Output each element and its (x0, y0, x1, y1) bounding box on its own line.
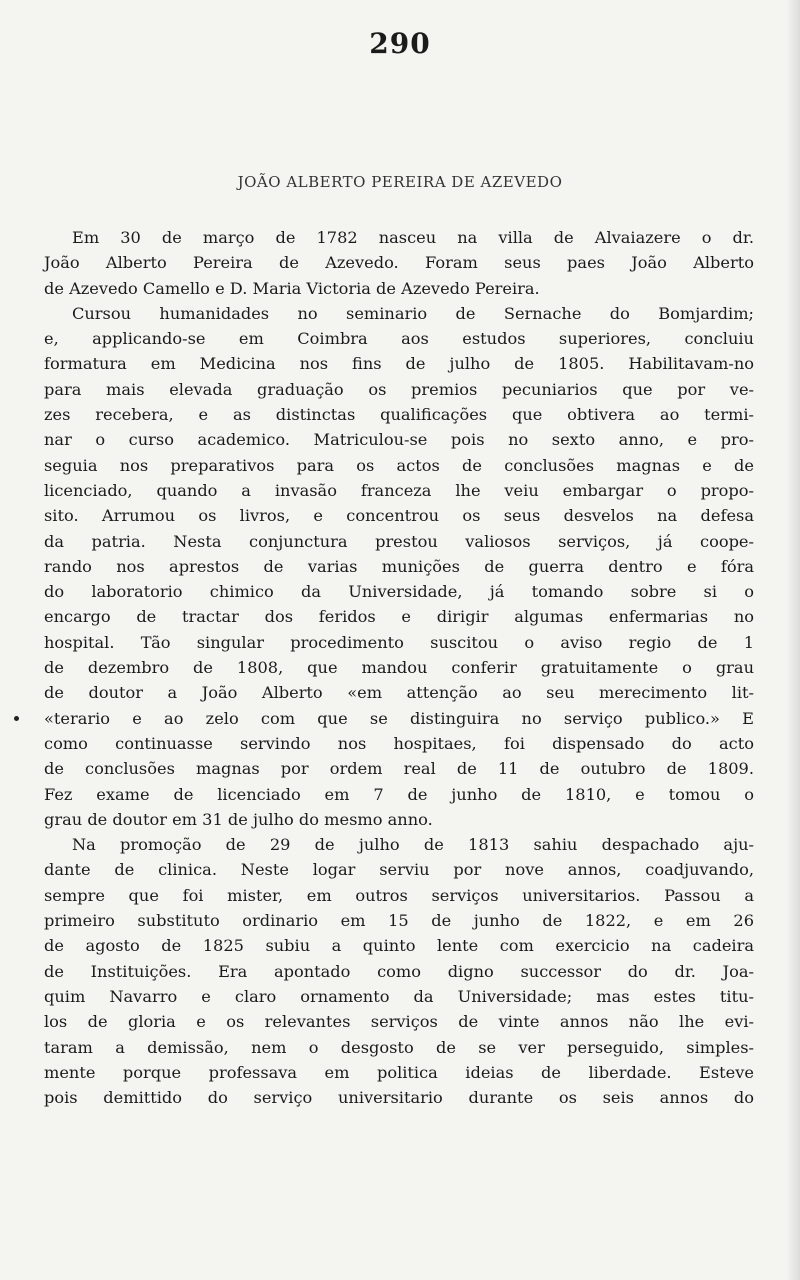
text-line: zes recebera, e as distinctas qualificações que obtivera ao termi- (44, 405, 754, 425)
text-line: formatura em Medicina nos fins de julho de 1805. Habilitavam-no (44, 354, 754, 374)
text-line: hospital. Tão singular procedimento suscitou o aviso regio de 1 (44, 632, 754, 652)
text-line: grau de doutor em 31 de julho do mesmo anno. (44, 809, 433, 829)
text-line: seguia nos preparativos para os actos de conclusões magnas e de (44, 455, 754, 475)
chapter-title: JOÃO ALBERTO PEREIRA DE AZEVEDO (237, 173, 563, 191)
text-line: rando nos aprestos de varias munições de guerra dentro e fóra (44, 556, 754, 576)
text-line: de Instituições. Era apontado como digno successor do dr. Joa- (44, 961, 754, 981)
text-line: sempre que foi mister, em outros serviços universitarios. Passou a (44, 885, 754, 905)
text-line: e, applicando-se em Coimbra aos estudos superiores, concluiu (44, 329, 754, 349)
page-number: 290 (369, 27, 431, 60)
text-line: de conclusões magnas por ordem real de 11 de outubro de 1809. (44, 759, 754, 779)
text-line: Fez exame de licenciado em 7 de junho de 1810, e tomou o (44, 784, 754, 804)
page-edge-shadow (786, 0, 800, 1280)
text-line: quim Navarro e claro ornamento da Universidade; mas estes titu- (44, 986, 754, 1006)
text-line: do laboratorio chimico da Universidade, já tomando sobre si o (44, 582, 754, 602)
text-line: primeiro substituto ordinario em 15 de junho de 1822, e em 26 (44, 911, 754, 931)
text-line: nar o curso academico. Matriculou-se pois no sexto anno, e pro- (44, 430, 754, 450)
text-line: da patria. Nesta conjunctura prestou valiosos serviços, já coope- (44, 531, 754, 551)
text-line: de doutor a João Alberto «em attenção ao seu merecimento lit- (44, 683, 754, 703)
text-line: de dezembro de 1808, que mandou conferir gratuitamente o grau (44, 658, 754, 678)
text-line: para mais elevada graduação os premios pecuniarios que por ve- (44, 379, 754, 399)
text-line: de Azevedo Camello e D. Maria Victoria de Azevedo Pereira. (44, 278, 540, 298)
text-line: Cursou humanidades no seminario de Sernache do Bomjardim; (72, 303, 754, 323)
text-line: licenciado, quando a invasão franceza lhe veiu embargar o propo- (44, 480, 754, 500)
text-line: de agosto de 1825 subiu a quinto lente com exercicio na cadeira (44, 936, 754, 956)
text-line: Na promoção de 29 de julho de 1813 sahiu despachado aju- (72, 835, 754, 855)
margin-mark (14, 716, 19, 721)
text-line: taram a demissão, nem o desgosto de se ver perseguido, simples- (44, 1037, 754, 1057)
text-line: los de gloria e os relevantes serviços de vinte annos não lhe evi- (44, 1012, 754, 1032)
text-line: «terario e ao zelo com que se distinguira no serviço publico.» E (44, 708, 754, 728)
text-line: encargo de tractar dos feridos e dirigir algumas enfermarias no (44, 607, 754, 627)
text-line: dante de clinica. Neste logar serviu por nove annos, coadjuvando, (44, 860, 754, 880)
body-text (44, 225, 754, 1110)
text-line: mente porque professava em politica ideias de liberdade. Esteve (44, 1062, 754, 1082)
text-line: pois demittido do serviço universitario durante os seis annos do (44, 1088, 754, 1108)
text-line: João Alberto Pereira de Azevedo. Foram seus paes João Alberto (44, 253, 754, 273)
text-line: sito. Arrumou os livros, e concentrou os seus desvelos na defesa (44, 506, 754, 526)
text-line: como continuasse servindo nos hospitaes, foi dispensado do acto (44, 733, 754, 753)
text-line: Em 30 de março de 1782 nasceu na villa de Alvaiazere o dr. (72, 228, 754, 247)
